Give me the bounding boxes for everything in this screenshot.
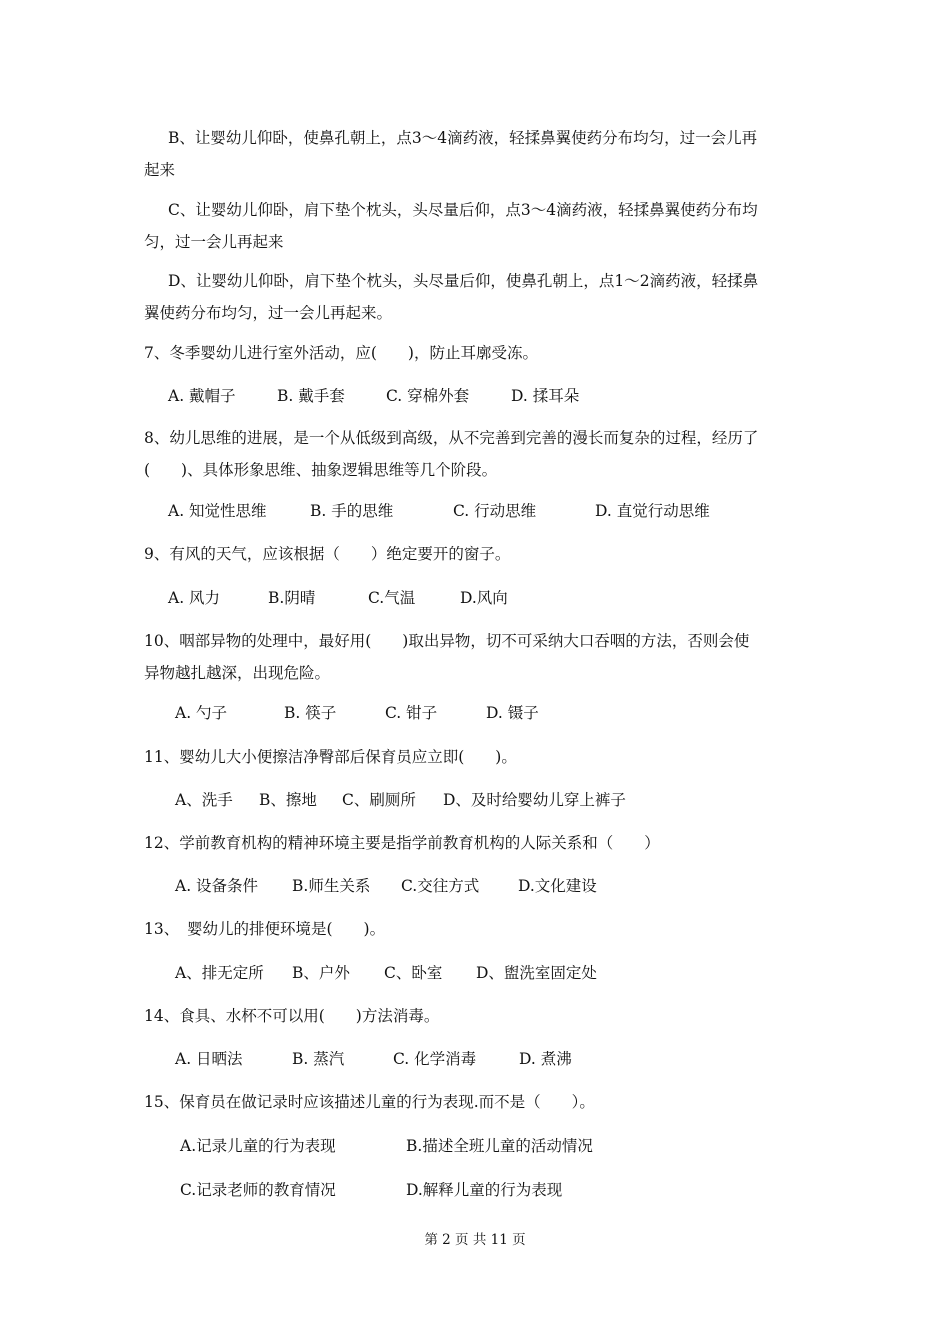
- question-10: [144, 625, 810, 689]
- option-c: C. 行动思维: [453, 502, 537, 520]
- option-a: A. 设备条件: [175, 877, 259, 895]
- text-line: 起来: [144, 161, 176, 179]
- option-d: D.文化建设: [518, 877, 597, 895]
- option-a: A. 日晒法: [175, 1050, 243, 1068]
- option-c: C.记录老师的教育情况: [180, 1181, 336, 1199]
- text-line: D、让婴幼儿仰卧，肩下垫个枕头，头尽量后仰，使鼻孔朝上，点1～2滴药液，轻揉鼻: [168, 272, 759, 290]
- question-14: [144, 1000, 810, 1032]
- question-13: [144, 913, 810, 945]
- question-text: 7、冬季婴幼儿进行室外活动，应( )，防止耳廓受冻。: [144, 344, 538, 362]
- question-12: [144, 827, 810, 859]
- text-line: 翼使药分布均匀，过一会儿再起来。: [144, 304, 393, 322]
- option-c: C. 钳子: [385, 704, 438, 722]
- question-11: [144, 741, 810, 773]
- question-text: 13、 婴幼儿的排便环境是( )。: [144, 920, 386, 938]
- option-b: B、户外: [292, 964, 350, 982]
- question-9: [144, 538, 810, 570]
- option-d: D. 揉耳朵: [511, 387, 580, 405]
- option-a: A. 风力: [168, 589, 221, 607]
- option-c: C. 化学消毒: [393, 1050, 477, 1068]
- option-b: B.师生关系: [292, 877, 371, 895]
- page-number: 第 2 页 共 11 页: [424, 1232, 526, 1248]
- option-c: C.气温: [368, 589, 416, 607]
- option-d: D.解释儿童的行为表现: [406, 1181, 563, 1199]
- text-line: C、让婴幼儿仰卧，肩下垫个枕头，头尽量后仰，点3～4滴药液，轻揉鼻翼使药分布均: [168, 201, 758, 219]
- option-b-paragraph: [144, 122, 810, 186]
- option-a: A. 戴帽子: [168, 387, 236, 405]
- option-d: D. 直觉行动思维: [595, 502, 710, 520]
- option-b: B. 蒸汽: [292, 1050, 345, 1068]
- option-d: D、盥洗室固定处: [476, 964, 597, 982]
- question-text: 15、保育员在做记录时应该描述儿童的行为表现.而不是（ ）。: [144, 1093, 595, 1111]
- option-a: A. 勺子: [175, 704, 228, 722]
- option-b: B. 筷子: [284, 704, 337, 722]
- question-11-options: [175, 788, 626, 812]
- question-text: 11、婴幼儿大小便擦洁净臀部后保育员应立即( )。: [144, 748, 517, 766]
- option-d-paragraph: [144, 265, 810, 329]
- question-8: [144, 422, 810, 486]
- option-a: A、洗手: [175, 791, 233, 809]
- question-13-options: [175, 961, 597, 985]
- option-a: A、排无定所: [175, 964, 264, 982]
- option-b: B、擦地: [259, 791, 317, 809]
- question-15-options-row-1: [180, 1134, 593, 1158]
- question-15-options-row-2: [180, 1178, 562, 1202]
- question-8-options: [168, 499, 710, 523]
- option-d: D.风向: [460, 589, 508, 607]
- option-b: B. 手的思维: [310, 502, 394, 520]
- option-a: A.记录儿童的行为表现: [180, 1137, 336, 1155]
- option-b: B.描述全班儿童的活动情况: [406, 1137, 593, 1155]
- question-text: 异物越扎越深，出现危险。: [144, 664, 331, 682]
- question-12-options: [175, 874, 597, 898]
- option-c: C、刷厕所: [342, 791, 416, 809]
- option-b: B.阴晴: [268, 589, 316, 607]
- question-7-options: [168, 384, 579, 408]
- question-text: ( )、具体形象思维、抽象逻辑思维等几个阶段。: [144, 461, 498, 479]
- option-c: C、卧室: [384, 964, 443, 982]
- option-d: D. 煮沸: [519, 1050, 572, 1068]
- question-text: 12、学前教育机构的精神环境主要是指学前教育机构的人际关系和（ ）: [144, 834, 660, 852]
- option-a: A. 知觉性思维: [168, 502, 267, 520]
- option-d: D. 镊子: [486, 704, 539, 722]
- question-text: 14、食具、水杯不可以用( )方法消毒。: [144, 1007, 440, 1025]
- question-15: [144, 1086, 810, 1118]
- option-c-paragraph: [144, 194, 810, 258]
- question-14-options: [175, 1047, 572, 1071]
- text-line: 匀，过一会儿再起来: [144, 233, 284, 251]
- option-c: C. 穿棉外套: [386, 387, 470, 405]
- option-b: B. 戴手套: [277, 387, 345, 405]
- option-c: C.交往方式: [401, 877, 480, 895]
- question-text: 8、幼儿思维的进展，是一个从低级到高级，从不完善到完善的漫长而复杂的过程，经历了: [144, 429, 759, 447]
- question-9-options: [168, 586, 508, 610]
- question-text: 9、有风的天气，应该根据（ ）绝定要开的窗子。: [144, 545, 511, 563]
- text-line: B、让婴幼儿仰卧，使鼻孔朝上，点3～4滴药液，轻揉鼻翼使药分布均匀，过一会儿再: [168, 129, 758, 147]
- question-7: [144, 337, 810, 369]
- question-10-options: [175, 701, 539, 725]
- question-text: 10、咽部异物的处理中，最好用( )取出异物，切不可采纳大口吞咽的方法，否则会使: [144, 632, 750, 650]
- option-d: D、及时给婴幼儿穿上裤子: [443, 791, 626, 809]
